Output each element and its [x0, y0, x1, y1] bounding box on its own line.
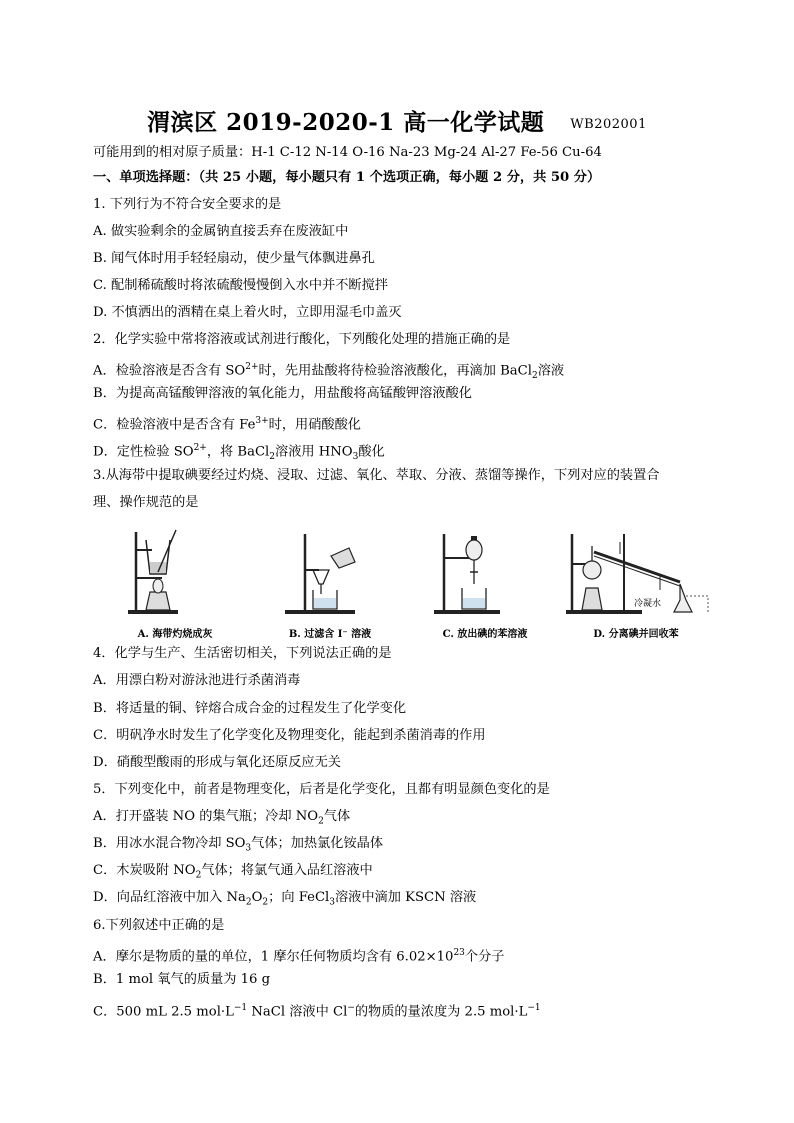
q4-option-c: C．明矾净水时发生了化学变化及物理变化，能起到杀菌消毒的作用 [93, 728, 486, 743]
q6-c-mid: NaCl 溶液中 Cl [247, 1004, 348, 1020]
figure-d-caption: D. 分离碘并回收苯 [593, 629, 679, 640]
q5-option-b [93, 835, 383, 858]
q2-d-sub2: 3 [352, 452, 359, 463]
figure-a-caption: A. 海带灼烧成灰 [137, 629, 213, 640]
q3-apparatus-figures [100, 528, 710, 640]
q2-option-b: B．为提高高锰酸钾溶液的氧化能力，用盐酸将高锰酸钾溶液酸化 [93, 386, 472, 401]
q2-d-sub1: 2 [269, 452, 276, 463]
figure-c-drawing [410, 528, 560, 624]
q1-option-b: B. 闻气体时用手轻轻扇动，使少量气体飘进鼻孔 [93, 251, 375, 266]
figure-d-drawing [562, 528, 710, 624]
condenser-label: 冷凝水 [634, 599, 662, 609]
q5-d-sub2: 2 [262, 897, 269, 908]
figure-b-caption: B. 过滤含 I⁻ 溶液 [288, 629, 372, 640]
q2-stem: 2．化学实验中常将溶液或试剂进行酸化，下列酸化处理的措施正确的是 [93, 332, 511, 347]
q2-option-c [93, 412, 361, 434]
q2-c-end: 时，用硝酸酸化 [268, 417, 361, 433]
figure-d [562, 528, 710, 640]
figure-c-caption: C. 放出碘的苯溶液 [442, 629, 528, 640]
q6-c-sup3: −1 [527, 1003, 541, 1013]
figure-a [100, 528, 250, 640]
q6-stem: 6.下列叙述中正确的是 [93, 918, 225, 933]
q6-option-a [93, 944, 504, 966]
q2-d-sup: 2+ [193, 443, 207, 453]
title-text: 渭滨区 2019-2020-1 高一化学试题 [147, 109, 545, 136]
q5-b-end: 气体；加热氯化铵晶体 [251, 836, 384, 851]
q5-d-mid: ；向 FeCl [268, 890, 330, 905]
q2-c-text: C．检验溶液中是否含有 Fe [93, 417, 256, 433]
figure-c [410, 528, 560, 640]
q2-a-text2: 时，先用盐酸将待检验溶液酸化，再滴加 BaCl [258, 363, 532, 379]
q2-d-mid: ，将 BaCl [206, 444, 270, 460]
q5-a-text: A．打开盛装 NO 的集气瓶；冷却 NO [93, 809, 319, 824]
q4-option-a: A．用漂白粉对游泳池进行杀菌消毒 [93, 673, 301, 688]
q6-c-mid2: 的物质的量浓度为 2.5 mol·L [354, 1004, 528, 1020]
q5-c-text: C．木炭吸附 NO [93, 863, 196, 878]
q5-d-text: D．向品红溶液中加入 Na [93, 890, 246, 905]
q6-option-b: B．1 mol 氧气的质量为 16 g [93, 972, 271, 987]
q5-b-text: B．用冰水混合物冷却 SO [93, 836, 246, 851]
q3-stem-line1: 3.从海带中提取碘要经过灼烧、浸取、过滤、氧化、萃取、分液、蒸馏等操作，下列对应的装置合 [93, 468, 660, 483]
q6-a-end: 个分子 [464, 949, 505, 965]
q1-option-c: C. 配制稀硫酸时将浓硫酸慢慢倒入水中并不断搅拌 [93, 278, 388, 293]
q3-stem-line2: 理、操作规范的是 [93, 495, 199, 510]
q6-a-text: A．摩尔是物质的量的单位，1 摩尔任何物质均含有 6.02×10 [93, 949, 454, 965]
q2-d-text: D．定性检验 SO [93, 444, 194, 460]
figure-b [255, 528, 405, 640]
q5-option-a [93, 808, 350, 831]
q4-stem: 4．化学与生产、生活密切相关，下列说法正确的是 [93, 646, 392, 661]
q6-c-sup2: − [347, 1003, 355, 1013]
exam-code: WB202001 [570, 117, 647, 132]
q5-c-sub: 2 [195, 870, 202, 881]
q1-option-a: A. 做实验剩余的金属钠直接丢弃在废液缸中 [93, 224, 349, 239]
exam-title [0, 104, 794, 137]
q5-a-sub: 2 [318, 816, 324, 827]
q5-c-end: 气体；将氯气通入品红溶液中 [201, 863, 373, 878]
q2-d-mid2: 溶液用 HNO [275, 444, 353, 460]
q4-option-b: B．将适量的铜、锌熔合成合金的过程发生了化学变化 [93, 701, 407, 716]
q6-c-sup1: −1 [233, 1003, 248, 1013]
q4-option-d: D．硝酸型酸雨的形成与氧化还原反应无关 [93, 755, 341, 770]
q5-d-end: 溶液中滴加 KSCN 溶液 [334, 890, 477, 905]
q2-a-text: A．检验溶液是否含有 SO [93, 363, 246, 379]
q2-option-a [93, 358, 564, 385]
q5-stem: 5．下列变化中，前者是物理变化，后者是化学变化，且都有明显颜色变化的是 [93, 782, 550, 797]
q1-stem: 1. 下列行为不符合安全要求的是 [93, 197, 282, 212]
q5-option-c [93, 862, 373, 885]
q2-a-sub: 2 [531, 371, 538, 382]
q5-b-sub: 3 [245, 843, 252, 854]
section-heading: 一、单项选择题：（共 25 小题，每小题只有 1 个选项正确，每小题 2 分，共 50 分） [93, 170, 601, 185]
q6-a-sup: 23 [453, 948, 465, 958]
q2-a-sup: 2+ [245, 362, 259, 372]
atomic-masses: 可能用到的相对原子质量：H-1 C-12 N-14 O-16 Na-23 Mg-24 Al-27 Fe-56 Cu-64 [93, 145, 602, 160]
q6-option-c [93, 999, 541, 1021]
figure-a-drawing [100, 528, 250, 624]
q6-c-text: C．500 mL 2.5 mol·L [93, 1004, 234, 1020]
q2-d-end: 酸化 [358, 444, 385, 460]
figure-b-drawing [255, 528, 405, 624]
q5-d-o: O [251, 890, 263, 905]
q1-option-d: D. 不慎洒出的酒精在桌上着火时，立即用湿毛巾盖灭 [93, 305, 402, 320]
q2-c-sup: 3+ [255, 416, 269, 426]
q5-option-d [93, 889, 476, 912]
q5-d-sub3: 3 [329, 897, 335, 908]
q2-option-d [93, 439, 385, 466]
q5-d-sub1: 2 [245, 897, 252, 908]
q2-a-end: 溶液 [537, 363, 565, 379]
q5-a-end: 气体 [323, 809, 351, 824]
